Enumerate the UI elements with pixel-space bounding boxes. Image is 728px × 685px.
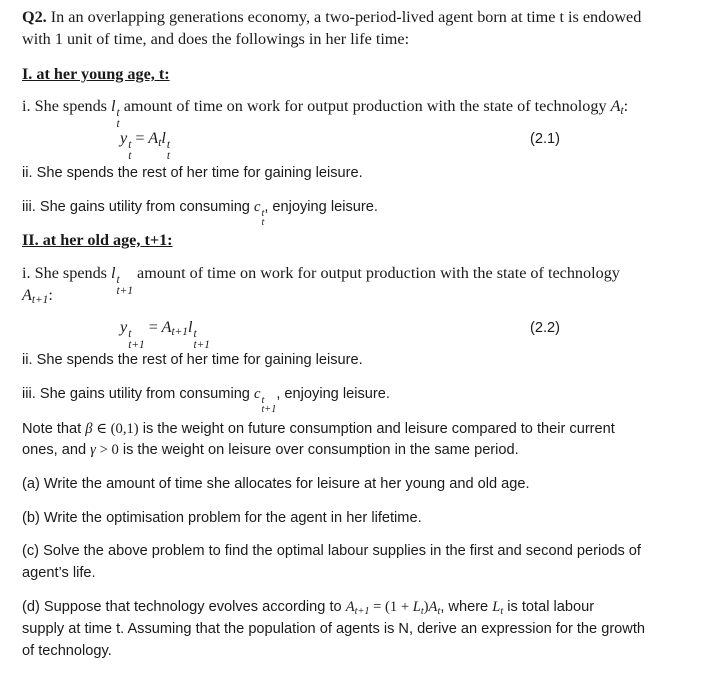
gamma-condition: γ > 0 <box>90 442 119 458</box>
young-item-3 <box>22 199 378 228</box>
old-item-3 <box>22 386 390 415</box>
part-b: (b) Write the optimisation problem for the agent in her lifetime. <box>22 510 422 526</box>
young-item-1-text-c: : <box>623 97 629 115</box>
young-item-3-text-a: iii. She gains utility from consuming <box>22 199 250 215</box>
technology-growth-equation: $A_{t+1} = (1 + L_t)A_t$ <box>345 599 441 618</box>
part-d-line-3: of technology. <box>22 643 112 659</box>
note-line-1 <box>22 420 615 438</box>
old-item-3-text-b: , enjoying leisure. <box>276 386 390 402</box>
old-item-1-text-b: amount of time on work for output production with the state of technology <box>137 264 620 282</box>
old-consumption-symbol: c t t+1 <box>253 386 277 416</box>
note-text-d: is the weight on leisure over consumption in the same period. <box>122 442 519 458</box>
question-intro-line-1 <box>22 8 641 27</box>
old-item-1-line-2 <box>22 286 53 305</box>
old-item-1-text-a: i. She spends <box>22 264 107 282</box>
old-item-2: ii. She spends the rest of her time for gaining leisure. <box>22 352 363 368</box>
old-item-3-text-a: iii. She gains utility from consuming <box>22 386 250 402</box>
beta-range: β ∈ (0,1) <box>85 421 139 437</box>
old-tech-symbol: $A_{t+1}$ <box>22 286 49 307</box>
total-labour-symbol: $L_t$ <box>492 599 504 618</box>
question-intro-line-2: with 1 unit of time, and does the followings in her life time: <box>22 30 410 48</box>
part-c-line-1: (c) Solve the above problem to find the optimal labour supplies in the first and second periods of <box>22 543 641 559</box>
equation-2-1: y t t = $A_tl$ t t <box>120 129 170 162</box>
young-item-3-text-b: , enjoying leisure. <box>264 199 378 215</box>
old-item-1-text-c: : <box>48 286 53 304</box>
section-heading-young-age: I. at her young age, t: <box>22 65 170 83</box>
part-c-line-2: agent’s life. <box>22 565 96 581</box>
young-item-1-text-a: i. She spends <box>22 97 107 115</box>
note-line-2 <box>22 442 519 459</box>
young-labour-symbol: l t t <box>111 97 120 130</box>
note-text-b: is the weight on future consumption and leisure compared to their current <box>142 421 615 437</box>
part-d-text-c: is total labour <box>507 599 595 615</box>
young-item-1-text-b: amount of time on work for output production with the state of technology <box>123 97 607 115</box>
part-d-text-b: , where <box>440 599 489 615</box>
young-tech-symbol: $A_t$ <box>610 97 624 118</box>
equation-number-2-2: (2.2) <box>530 320 561 336</box>
young-item-1 <box>22 97 628 130</box>
part-d-line-2: supply at time t. Assuming that the population of agents is N, derive an expression for the growth <box>22 621 646 637</box>
young-consumption-symbol: c t t <box>253 199 265 229</box>
old-item-1-line-1 <box>22 264 620 297</box>
question-intro-text: In an overlapping generations economy, a two-period-lived agent born at time t is endowed <box>50 8 642 26</box>
equation-number-2-1: (2.1) <box>530 131 561 147</box>
equation-2-2: y t t+1 = $A_{t+1}l$ t t+1 <box>120 318 210 351</box>
part-d-text-a: (d) Suppose that technology evolves according to <box>22 599 342 615</box>
part-a: (a) Write the amount of time she allocates for leisure at her young and old age. <box>22 476 530 492</box>
note-text-c: ones, and <box>22 442 87 458</box>
question-number: Q2. <box>22 8 47 26</box>
old-labour-symbol: l t t+1 <box>111 264 133 297</box>
young-item-2: ii. She spends the rest of her time for gaining leisure. <box>22 165 363 181</box>
part-d-line-1 <box>22 599 594 616</box>
note-text-a: Note that <box>22 421 82 437</box>
section-heading-old-age: II. at her old age, t+1: <box>22 231 173 249</box>
